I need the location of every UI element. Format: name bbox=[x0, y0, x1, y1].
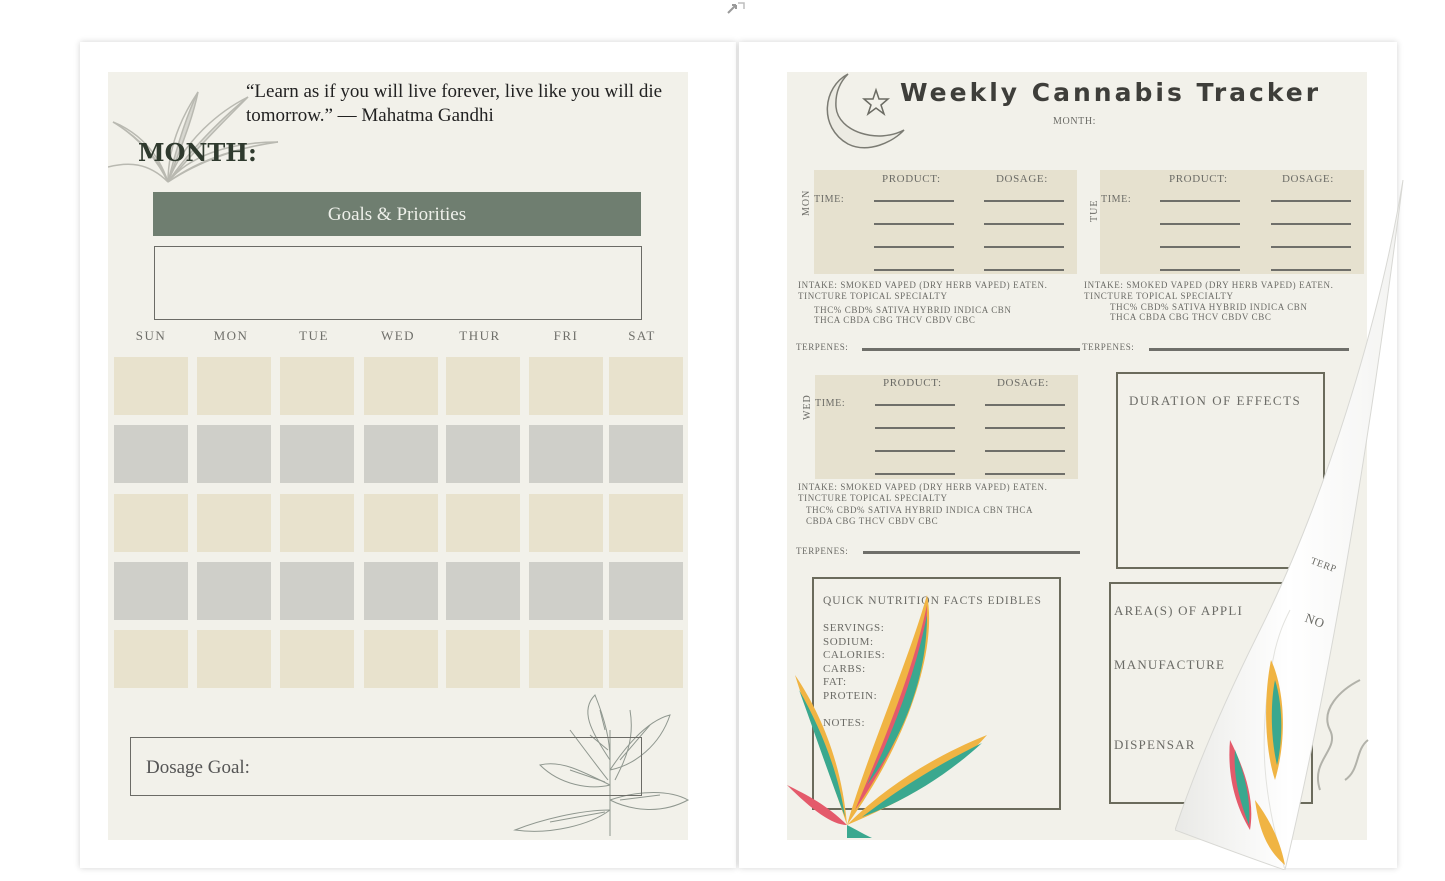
nutrition-item-sodium: SODIUM: bbox=[823, 635, 874, 648]
calendar-cell[interactable] bbox=[280, 425, 354, 483]
dosage-line[interactable] bbox=[985, 450, 1065, 452]
calendar-cell[interactable] bbox=[609, 357, 683, 415]
manufacturer-label: MANUFACTURE bbox=[1114, 657, 1226, 672]
day-label-sun: SUN bbox=[135, 328, 167, 343]
time-label-wed: TIME: bbox=[815, 398, 846, 409]
time-label-tue: TIME: bbox=[1101, 194, 1132, 205]
dosage-line[interactable] bbox=[985, 427, 1065, 429]
day-label-tue-entry: TUE bbox=[1089, 199, 1100, 222]
product-line[interactable] bbox=[875, 427, 955, 429]
calendar-cell[interactable] bbox=[280, 494, 354, 552]
calendar-cell[interactable] bbox=[609, 425, 683, 483]
day-label-thur: THUR bbox=[459, 328, 501, 343]
goals-header-label: Goals & Priorities bbox=[327, 204, 467, 225]
thc-line1-mon: THC% CBD% SATIVA HYBRID INDICA CBN bbox=[814, 305, 1012, 315]
colorful-cannabis-leaf-icon bbox=[787, 585, 997, 838]
calendar-cell[interactable] bbox=[114, 630, 188, 688]
calendar-cell[interactable] bbox=[529, 562, 603, 620]
calendar-cell[interactable] bbox=[364, 425, 438, 483]
calendar-cell[interactable] bbox=[197, 562, 271, 620]
product-line[interactable] bbox=[874, 223, 954, 225]
calendar-cell[interactable] bbox=[446, 425, 520, 483]
calendar-cell[interactable] bbox=[609, 630, 683, 688]
nutrition-notes: NOTES: bbox=[823, 717, 866, 729]
calendar-cell[interactable] bbox=[197, 494, 271, 552]
calendar-cell[interactable] bbox=[529, 425, 603, 483]
month-label-right: MONTH: bbox=[1053, 116, 1097, 127]
calendar-cell[interactable] bbox=[529, 494, 603, 552]
crescent-moon-icon bbox=[818, 72, 908, 152]
dosage-label-wed: DOSAGE: bbox=[997, 377, 1049, 389]
day-label-mon: MON bbox=[213, 328, 249, 343]
month-label-left: MONTH: bbox=[138, 138, 257, 167]
product-label-mon: PRODUCT: bbox=[882, 173, 941, 185]
calendar-cell[interactable] bbox=[364, 630, 438, 688]
duration-title: DURATION OF EFFECTS bbox=[1129, 393, 1302, 408]
calendar-cell[interactable] bbox=[114, 562, 188, 620]
dosage-line[interactable] bbox=[984, 269, 1064, 271]
product-label-wed: PRODUCT: bbox=[883, 377, 942, 389]
terpenes-label-mon: TERPENES: bbox=[796, 342, 849, 352]
dosage-line[interactable] bbox=[984, 200, 1064, 202]
terpenes-label-tue: TERPENES: bbox=[1082, 342, 1135, 352]
intake-line2-wed: TINCTURE TOPICAL SPECIALTY bbox=[798, 493, 948, 503]
calendar-cell[interactable] bbox=[364, 494, 438, 552]
calendar-cell[interactable] bbox=[609, 494, 683, 552]
product-line[interactable] bbox=[875, 473, 955, 475]
nutrition-item-fat: FAT: bbox=[823, 676, 847, 688]
time-label-mon: TIME: bbox=[814, 194, 845, 205]
calendar-cell[interactable] bbox=[446, 494, 520, 552]
nutrition-item-carbs: CARBS: bbox=[823, 662, 866, 675]
thc-line2-wed: CBDA CBG THCV CBDV CBC bbox=[806, 516, 939, 526]
calendar-cell[interactable] bbox=[197, 357, 271, 415]
dosage-line[interactable] bbox=[985, 473, 1065, 475]
intake-line1-tue: INTAKE: SMOKED VAPED (DRY HERB VAPED) EATEN. bbox=[1084, 280, 1334, 290]
dosage-goal-label: Dosage Goal: bbox=[146, 757, 250, 778]
product-line[interactable] bbox=[874, 269, 954, 271]
calendar-cell[interactable] bbox=[364, 357, 438, 415]
terpenes-line[interactable] bbox=[863, 551, 1080, 554]
page-curl[interactable] bbox=[1175, 180, 1405, 870]
terpenes-line[interactable] bbox=[862, 348, 1080, 351]
thc-line1-wed: THC% CBD% SATIVA HYBRID INDICA CBN THCA bbox=[806, 505, 1034, 515]
tracker-title: Weekly Cannabis Tracker bbox=[900, 78, 1322, 107]
calendar-cell[interactable] bbox=[446, 630, 520, 688]
product-line[interactable] bbox=[874, 200, 954, 202]
calendar-cell[interactable] bbox=[529, 630, 603, 688]
product-line[interactable] bbox=[874, 246, 954, 248]
intake-line2-mon: TINCTURE TOPICAL SPECIALTY bbox=[798, 291, 948, 301]
day-label-mon-entry: MON bbox=[801, 189, 812, 216]
day-label-tue: TUE bbox=[299, 328, 329, 343]
intake-line1-wed: INTAKE: SMOKED VAPED (DRY HERB VAPED) EATEN. bbox=[798, 482, 1048, 492]
thc-line1-tue: THC% CBD% SATIVA HYBRID INDICA CBN bbox=[1110, 302, 1308, 312]
product-line[interactable] bbox=[875, 450, 955, 452]
quote-text: “Learn as if you will live forever, live like you will die tomorrow.” — Mahatma Gandhi bbox=[246, 81, 663, 126]
day-label-wed-entry: WED bbox=[802, 394, 813, 420]
dosage-label-mon: DOSAGE: bbox=[996, 173, 1048, 185]
goals-input-box[interactable] bbox=[154, 246, 642, 320]
dosage-line[interactable] bbox=[985, 404, 1065, 406]
product-line[interactable] bbox=[875, 404, 955, 406]
area-of-application-label: AREA(S) OF APPLI bbox=[1114, 603, 1243, 618]
nutrition-item-servings: SERVINGS: bbox=[823, 622, 885, 634]
nutrition-item-calories: CALORIES: bbox=[823, 649, 886, 661]
expand-arrows-icon[interactable] bbox=[726, 0, 746, 14]
calendar-cell[interactable] bbox=[197, 425, 271, 483]
curl-fragment-terp: TERP bbox=[1308, 555, 1338, 576]
calendar-cell[interactable] bbox=[114, 425, 188, 483]
calendar-cell[interactable] bbox=[446, 357, 520, 415]
dosage-label-tue: DOSAGE: bbox=[1282, 173, 1334, 185]
dosage-line[interactable] bbox=[984, 223, 1064, 225]
dosage-line[interactable] bbox=[984, 246, 1064, 248]
nutrition-item-protein: PROTEIN: bbox=[823, 689, 878, 702]
day-label-wed: WED bbox=[380, 328, 416, 343]
calendar-cell[interactable] bbox=[609, 562, 683, 620]
terpenes-label-wed: TERPENES: bbox=[796, 546, 849, 556]
day-label-fri: FRI bbox=[553, 328, 579, 343]
product-label-tue: PRODUCT: bbox=[1169, 173, 1228, 185]
calendar-cell[interactable] bbox=[280, 630, 354, 688]
intake-line2-tue: TINCTURE TOPICAL SPECIALTY bbox=[1084, 291, 1234, 301]
calendar-cell[interactable] bbox=[280, 357, 354, 415]
curl-fragment-no: NO bbox=[1303, 610, 1327, 631]
calendar-cell[interactable] bbox=[446, 562, 520, 620]
thc-line2-tue: THCA CBDA CBG THCV CBDV CBC bbox=[1110, 312, 1272, 322]
calendar-cell[interactable] bbox=[114, 357, 188, 415]
calendar-cell[interactable] bbox=[364, 562, 438, 620]
thc-line2-mon: THCA CBDA CBG THCV CBDV CBC bbox=[814, 315, 976, 325]
entry-box-mon[interactable] bbox=[814, 170, 1077, 274]
goals-header bbox=[153, 192, 641, 236]
calendar-cell[interactable] bbox=[114, 494, 188, 552]
nutrition-title: QUICK NUTRITION FACTS EDIBLES bbox=[823, 595, 1042, 607]
calendar-cell[interactable] bbox=[197, 630, 271, 688]
day-label-sat: SAT bbox=[628, 328, 656, 343]
dispensary-label: DISPENSAR bbox=[1114, 737, 1196, 752]
calendar-cell[interactable] bbox=[280, 562, 354, 620]
calendar-cell[interactable] bbox=[529, 357, 603, 415]
intake-line1-mon: INTAKE: SMOKED VAPED (DRY HERB VAPED) EATEN. bbox=[798, 280, 1048, 290]
